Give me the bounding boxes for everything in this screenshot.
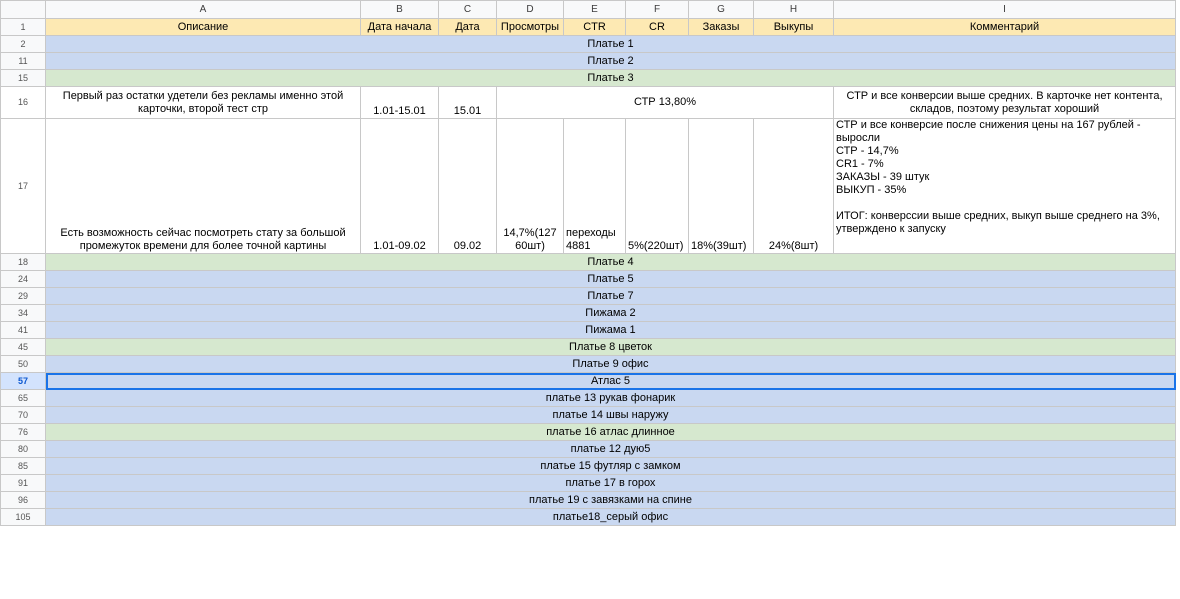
group-row <box>1 36 1176 53</box>
group-title-cell[interactable]: Платье 8 цветок <box>46 339 1176 356</box>
header-row <box>1 19 1176 36</box>
group-row <box>1 475 1176 492</box>
row-number[interactable]: 29 <box>1 288 46 305</box>
cell-start-date[interactable]: 1.01-09.02 <box>361 119 439 254</box>
row-number[interactable]: 24 <box>1 271 46 288</box>
group-title-cell[interactable]: платье 14 швы наружу <box>46 407 1176 424</box>
group-row <box>1 441 1176 458</box>
column-header-a[interactable]: A <box>46 1 361 19</box>
row-number[interactable]: 17 <box>1 119 46 254</box>
group-row <box>1 70 1176 87</box>
row-number[interactable]: 57 <box>1 373 46 390</box>
row-number[interactable]: 80 <box>1 441 46 458</box>
row-number[interactable]: 65 <box>1 390 46 407</box>
row-number[interactable]: 70 <box>1 407 46 424</box>
group-title-cell[interactable]: платье 15 футляр с замком <box>46 458 1176 475</box>
cell-start-date[interactable]: 1.01-15.01 <box>361 87 439 119</box>
group-row <box>1 305 1176 322</box>
header-cell-views[interactable]: Просмотры <box>497 19 564 36</box>
group-title-cell[interactable]: платье 19 с завязками на спине <box>46 492 1176 509</box>
row-number[interactable]: 11 <box>1 53 46 70</box>
group-row <box>1 424 1176 441</box>
group-title-cell[interactable]: Платье 2 <box>46 53 1176 70</box>
group-row <box>1 339 1176 356</box>
header-cell-buyouts[interactable]: Выкупы <box>754 19 834 36</box>
group-row <box>1 322 1176 339</box>
data-row-17 <box>1 119 1176 254</box>
header-cell-ctr[interactable]: CTR <box>564 19 626 36</box>
column-header-h[interactable]: H <box>754 1 834 19</box>
group-title-cell[interactable]: платье 13 рукав фонарик <box>46 390 1176 407</box>
row-number[interactable]: 16 <box>1 87 46 119</box>
header-cell-comment[interactable]: Комментарий <box>834 19 1176 36</box>
cell-description[interactable]: Первый раз остатки удетели без рекламы именно этой карточки, второй тест стр <box>46 87 361 119</box>
group-row <box>1 492 1176 509</box>
comment-line: СТР - 14,7% <box>836 145 899 157</box>
header-cell-orders[interactable]: Заказы <box>689 19 754 36</box>
group-title-cell[interactable]: Платье 4 <box>46 254 1176 271</box>
group-row <box>1 509 1176 526</box>
cell-date[interactable]: 15.01 <box>439 87 497 119</box>
column-header-f[interactable]: F <box>626 1 689 19</box>
header-cell-cr[interactable]: CR <box>626 19 689 36</box>
cell-merged-ctr[interactable]: СТР 13,80% <box>497 87 834 119</box>
group-title-cell[interactable]: Платье 5 <box>46 271 1176 288</box>
cell-buyouts[interactable]: 24%(8шт) <box>754 119 834 254</box>
header-cell-description[interactable]: Описание <box>46 19 361 36</box>
group-row <box>1 254 1176 271</box>
header-cell-date[interactable]: Дата <box>439 19 497 36</box>
comment-line: СТР и все конверсие после снижения цены на 167 рублей - выросли <box>836 119 1141 144</box>
column-header-row <box>1 1 1176 19</box>
row-number[interactable]: 41 <box>1 322 46 339</box>
cell-date[interactable]: 09.02 <box>439 119 497 254</box>
row-number[interactable]: 85 <box>1 458 46 475</box>
column-header-c[interactable]: C <box>439 1 497 19</box>
row-number[interactable]: 18 <box>1 254 46 271</box>
row-number[interactable]: 105 <box>1 509 46 526</box>
comment-line: ИТОГ: конверссии выше средних, выкуп выше среднего на 3%, утверждено к запуску <box>836 210 1160 235</box>
row-number[interactable]: 96 <box>1 492 46 509</box>
group-row <box>1 288 1176 305</box>
row-number[interactable]: 2 <box>1 36 46 53</box>
comment-line <box>836 197 1173 210</box>
cell-cr[interactable]: 5%(220шт) <box>626 119 689 254</box>
group-row <box>1 407 1176 424</box>
group-title-cell[interactable]: Платье 7 <box>46 288 1176 305</box>
group-row <box>1 356 1176 373</box>
group-row <box>1 373 1176 390</box>
cell-ctr[interactable]: переходы 4881 <box>564 119 626 254</box>
group-title-cell[interactable]: Платье 1 <box>46 36 1176 53</box>
column-header-b[interactable]: B <box>361 1 439 19</box>
group-title-cell[interactable]: Пижама 1 <box>46 322 1176 339</box>
row-number[interactable]: 34 <box>1 305 46 322</box>
row-number[interactable]: 45 <box>1 339 46 356</box>
comment-line: ЗАКАЗЫ - 39 штук <box>836 171 930 183</box>
group-title-cell[interactable]: Платье 3 <box>46 70 1176 87</box>
cell-description[interactable]: Есть возможность сейчас посмотреть стату за большой промежуток времени для более точной картины <box>46 119 361 254</box>
group-row <box>1 271 1176 288</box>
row-number[interactable]: 15 <box>1 70 46 87</box>
row-number[interactable]: 91 <box>1 475 46 492</box>
group-title-cell[interactable]: Пижама 2 <box>46 305 1176 322</box>
cell-orders[interactable]: 18%(39шт) <box>689 119 754 254</box>
column-header-d[interactable]: D <box>497 1 564 19</box>
row-number[interactable]: 50 <box>1 356 46 373</box>
select-all-corner[interactable] <box>1 1 46 19</box>
comment-line: ВЫКУП - 35% <box>836 184 907 196</box>
header-cell-start-date[interactable]: Дата начала <box>361 19 439 36</box>
column-header-i[interactable]: I <box>834 1 1176 19</box>
cell-comment[interactable]: СТР и все конверсии выше средних. В карточке нет контента, складов, поэтому результат хороший <box>834 87 1176 119</box>
group-title-cell[interactable]: Атлас 5 <box>46 373 1176 390</box>
group-title-cell[interactable]: платье18_серый офис <box>46 509 1176 526</box>
group-title-cell[interactable]: платье 12 дую5 <box>46 441 1176 458</box>
comment-line: CR1 - 7% <box>836 158 884 170</box>
column-header-g[interactable]: G <box>689 1 754 19</box>
row-number[interactable]: 76 <box>1 424 46 441</box>
row-number[interactable]: 1 <box>1 19 46 36</box>
group-row <box>1 458 1176 475</box>
cell-comment[interactable] <box>834 119 1176 254</box>
group-row <box>1 390 1176 407</box>
cell-views[interactable]: 14,7%(127 60шт) <box>497 119 564 254</box>
data-row-16 <box>1 87 1176 119</box>
group-title-cell[interactable]: Платье 9 офис <box>46 356 1176 373</box>
group-title-cell[interactable]: платье 17 в горох <box>46 475 1176 492</box>
column-header-e[interactable]: E <box>564 1 626 19</box>
group-row <box>1 53 1176 70</box>
group-title-cell[interactable]: платье 16 атлас длинное <box>46 424 1176 441</box>
